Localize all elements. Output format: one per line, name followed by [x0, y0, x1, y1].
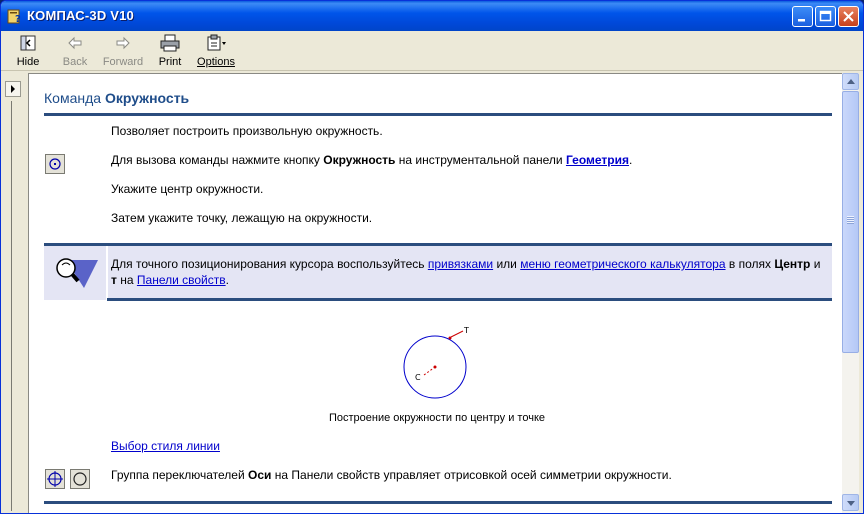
page-title-prefix: Команда — [44, 90, 102, 106]
tip-note — [44, 246, 832, 300]
call-text-1: Для вызова команды нажмите кнопку — [111, 153, 320, 167]
note-bold-center: Центр — [774, 257, 811, 271]
axes-bold: Оси — [248, 468, 272, 482]
show-pane-button[interactable] — [5, 81, 21, 97]
print-label: Print — [158, 56, 182, 68]
axes-text-2: на Панели свойств управляет отрисовкой осей симметрии окружности. — [274, 468, 672, 482]
note-text-1: Для точного позиционирования курсора воспользуйтесь — [111, 257, 425, 271]
line-style-link-row — [111, 439, 220, 453]
navigation-pane-collapsed — [1, 73, 27, 513]
close-icon — [839, 7, 858, 26]
circle-command-icon — [46, 155, 64, 173]
scroll-thumb[interactable] — [842, 91, 859, 353]
hide-label: Hide — [16, 56, 40, 68]
down-arrow-icon — [847, 501, 855, 506]
hide-button[interactable] — [11, 33, 45, 69]
note-text-5: на — [120, 273, 134, 287]
forward-label: Forward — [102, 56, 144, 68]
scroll-down-button[interactable] — [842, 494, 859, 511]
chevron-right-icon — [6, 82, 20, 96]
call-instruction — [111, 153, 632, 167]
properties-panel-link[interactable]: Панели свойств — [136, 273, 226, 287]
axes-description — [111, 468, 672, 482]
note-text-2: или — [496, 257, 517, 271]
help-book-icon — [7, 8, 23, 24]
svg-text:?: ? — [15, 14, 21, 24]
divider-bottom — [44, 501, 832, 504]
printer-icon — [159, 33, 181, 53]
call-text-2: на инструментальной панели — [398, 153, 563, 167]
options-button[interactable] — [195, 33, 237, 69]
note-text-4: и — [813, 257, 821, 271]
circle-construction-figure — [389, 322, 489, 410]
intro-text: Позволяет построить произвольную окружность. — [111, 124, 383, 138]
vertical-scrollbar[interactable] — [842, 73, 859, 513]
note-text-6: . — [225, 273, 229, 287]
step-2-text: Затем укажите точку, лежащую на окружности. — [111, 211, 373, 225]
minimize-icon — [793, 7, 812, 26]
back-button[interactable] — [57, 33, 93, 69]
note-separator — [106, 246, 108, 300]
pane-divider — [11, 101, 12, 511]
up-arrow-icon — [847, 79, 855, 84]
note-text — [111, 256, 827, 288]
print-button[interactable] — [154, 33, 186, 69]
geometric-calculator-menu-link[interactable]: меню геометрического калькулятора — [520, 257, 726, 271]
step-1-text: Укажите центр окружности. — [111, 182, 264, 196]
grip-icon — [847, 216, 854, 224]
call-bold: Окружность — [323, 153, 396, 167]
page-title-name: Окружность — [104, 90, 190, 106]
note-bold-t: т — [111, 273, 117, 287]
axes-on-icon — [46, 470, 64, 488]
hide-icon — [18, 33, 38, 53]
lightbulb-tip-icon — [48, 254, 102, 294]
axes-text-1: Группа переключателей — [111, 468, 245, 482]
window-title: КОМПАС-3D V10 — [27, 8, 134, 23]
help-content — [28, 73, 842, 513]
figure-center-point — [434, 366, 437, 369]
page-title — [44, 90, 189, 106]
minimize-button[interactable] — [792, 6, 813, 27]
figure-label-c: С — [415, 373, 421, 382]
line-style-link[interactable]: Выбор стиля линии — [111, 439, 220, 453]
scroll-up-button[interactable] — [842, 73, 859, 90]
circle-command-button-image — [45, 154, 65, 174]
close-button[interactable] — [838, 6, 859, 27]
maximize-icon — [816, 7, 835, 26]
axes-off-icon — [71, 470, 89, 488]
toolbar — [1, 31, 863, 71]
maximize-button[interactable] — [815, 6, 836, 27]
options-label — [195, 56, 237, 68]
figure-label-t: Т — [464, 326, 469, 335]
call-end: . — [628, 153, 633, 167]
forward-button[interactable] — [101, 33, 145, 69]
back-arrow-icon — [65, 33, 85, 53]
options-icon — [204, 33, 228, 53]
note-text-3: в полях — [728, 257, 771, 271]
divider-note-bottom — [107, 298, 832, 301]
figure-dashed-line — [424, 367, 435, 375]
axes-on-button-image — [45, 469, 65, 489]
forward-arrow-icon — [113, 33, 133, 53]
figure-caption: Построение окружности по центру и точке — [328, 412, 545, 424]
figure-edge-tick — [451, 331, 463, 337]
axes-off-button-image — [70, 469, 90, 489]
geometry-panel-link[interactable]: Геометрия — [565, 153, 629, 167]
title-bar[interactable] — [1, 1, 863, 31]
options-label-text: Options — [197, 56, 235, 68]
divider-top — [44, 113, 832, 116]
snaps-link[interactable]: привязками — [427, 257, 494, 271]
back-label: Back — [62, 56, 88, 68]
